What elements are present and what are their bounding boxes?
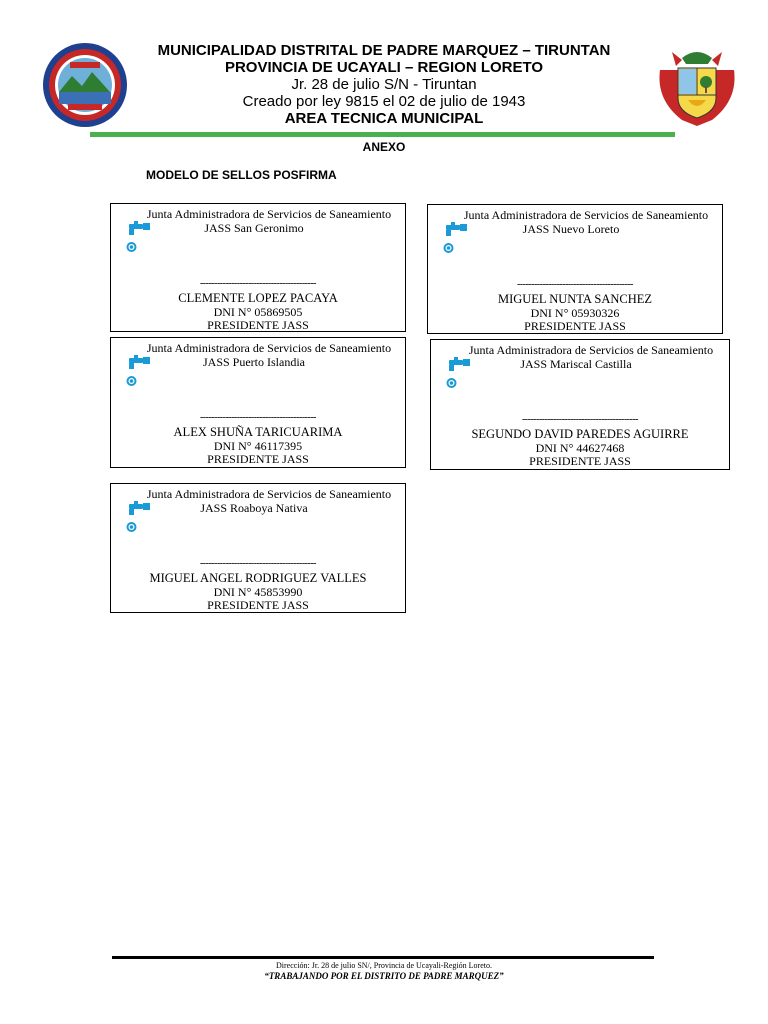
signature-line: -----------------------------------------: [199, 412, 317, 423]
stamp-org: Junta Administradora de Servicios de Saneamiento: [146, 487, 392, 501]
stamp-card: [110, 203, 406, 332]
signatory-name: MIGUEL ANGEL RODRIGUEZ VALLES: [149, 571, 367, 585]
water-tap-icon: [125, 220, 151, 254]
anexo-heading: ANEXO: [362, 140, 406, 154]
signatory-name: MIGUEL NUNTA SANCHEZ: [497, 292, 653, 306]
province-region: PROVINCIA DE UCAYALI – REGION LORETO: [224, 59, 544, 76]
stamp-card: [110, 483, 406, 613]
footer-address: Dirección: Jr. 28 de julio SN/, Provincia de Ucayali-Región Loreto.: [276, 961, 492, 970]
signature-line: -----------------------------------------: [516, 279, 634, 290]
signatory-dni: DNI N° 44627468: [535, 441, 625, 455]
signatory-name: ALEX SHUÑA TARICUARIMA: [173, 425, 343, 439]
stamp-org: Junta Administradora de Servicios de Saneamiento: [146, 207, 392, 221]
signature-line: -----------------------------------------: [199, 278, 317, 289]
signatory-role: PRESIDENTE JASS: [524, 319, 626, 333]
signatory-dni: DNI N° 05869505: [213, 305, 303, 319]
water-tap-icon: [445, 356, 471, 390]
stamp-org: Junta Administradora de Servicios de Saneamiento: [468, 343, 714, 357]
signatory-dni: DNI N° 45853990: [213, 585, 303, 599]
coat-of-arms-logo: [652, 40, 742, 130]
section-title: MODELO DE SELLOS POSFIRMA: [146, 168, 337, 182]
signature-line: -----------------------------------------: [521, 414, 639, 425]
signatory-name: CLEMENTE LOPEZ PACAYA: [178, 291, 338, 305]
signature-line: -----------------------------------------: [199, 558, 317, 569]
water-tap-icon: [442, 221, 468, 255]
creation-law-line: Creado por ley 9815 el 02 de julio de 1943: [242, 93, 526, 110]
stamp-card: [430, 339, 730, 470]
stamp-jass: JASS Puerto Islandia: [203, 355, 305, 369]
signatory-dni: DNI N° 05930326: [530, 306, 620, 320]
signatory-role: PRESIDENTE JASS: [207, 452, 309, 466]
address-line: Jr. 28 de julio S/N - Tiruntan: [291, 76, 477, 93]
stamp-jass: JASS Roaboya Nativa: [200, 501, 308, 515]
stamp-card: [110, 337, 406, 468]
stamp-org: Junta Administradora de Servicios de Saneamiento: [146, 341, 392, 355]
signatory-name: SEGUNDO DAVID PAREDES AGUIRRE: [471, 427, 689, 441]
stamp-jass: JASS Mariscal Castilla: [520, 357, 632, 371]
water-tap-icon: [125, 354, 151, 388]
stamp-jass: JASS Nuevo Loreto: [522, 222, 620, 236]
area-title: AREA TECNICA MUNICIPAL: [284, 110, 484, 127]
signatory-role: PRESIDENTE JASS: [207, 318, 309, 332]
municipal-seal-logo: [42, 42, 128, 128]
water-tap-icon: [125, 500, 151, 534]
stamp-org: Junta Administradora de Servicios de Saneamiento: [463, 208, 709, 222]
municipality-name: MUNICIPALIDAD DISTRITAL DE PADRE MARQUEZ – TIRUNTAN: [157, 42, 611, 59]
stamp-card: [427, 204, 723, 334]
signatory-role: PRESIDENTE JASS: [529, 454, 631, 468]
signatory-role: PRESIDENTE JASS: [207, 598, 309, 612]
stamp-jass: JASS San Geronimo: [204, 221, 304, 235]
signatory-dni: DNI N° 46117395: [213, 439, 303, 453]
footer-divider: [112, 956, 654, 959]
footer-slogan: “TRABAJANDO POR EL DISTRITO DE PADRE MARQUEZ”: [264, 971, 504, 981]
header-divider: [90, 132, 675, 137]
